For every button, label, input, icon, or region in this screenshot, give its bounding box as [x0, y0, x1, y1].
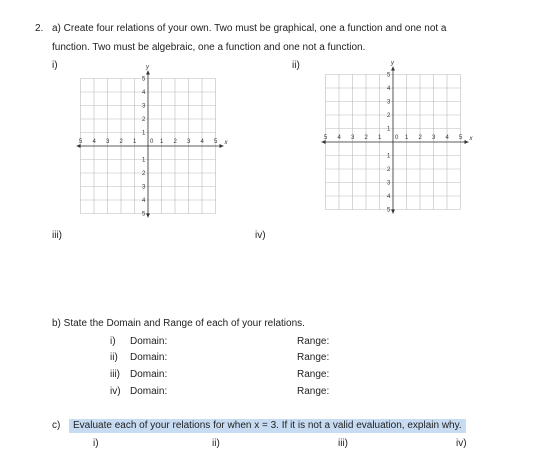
part-b-row-label: ii): [110, 352, 118, 363]
y-tick-label: 5: [387, 207, 391, 214]
y-axis-arrow: [391, 67, 395, 71]
part-c-label-i: i): [93, 438, 99, 449]
y-tick-label: 5: [142, 211, 146, 218]
y-tick-label: 1: [142, 157, 146, 164]
label-ii: ii): [292, 60, 300, 71]
x-tick-label: 3: [351, 135, 355, 141]
x-axis-label: x: [469, 136, 473, 142]
y-axis-label: y: [391, 60, 394, 67]
x-tick-label: 4: [200, 139, 204, 145]
y-tick-label: 3: [142, 184, 146, 191]
x-tick-label: 5: [79, 139, 83, 145]
domain-label: Domain:: [130, 386, 168, 397]
x-tick-label: 1: [133, 139, 137, 145]
y-tick-label: 3: [142, 103, 146, 110]
y-tick-label: 1: [387, 126, 391, 133]
part-c-prefix: c): [52, 420, 61, 431]
domain-label: Domain:: [130, 369, 168, 380]
range-label: Range:: [297, 352, 330, 363]
part-b-row-label: iii): [110, 369, 120, 380]
y-tick-label: 4: [387, 86, 391, 92]
x-tick-label: 3: [432, 135, 436, 141]
x-tick-label: 1: [160, 139, 164, 145]
part-a-line1: a) Create four relations of your own. Two must be graphical, one a function and one not a: [52, 23, 447, 34]
question-number: 2.: [35, 23, 44, 34]
range-label: Range:: [297, 336, 330, 347]
x-tick-label: 5: [324, 135, 328, 141]
x-axis-arrow: [220, 144, 224, 148]
y-axis-arrow: [146, 214, 150, 218]
part-c-label-ii: ii): [212, 438, 220, 449]
y-tick-label: 4: [142, 198, 146, 204]
x-tick-label: 2: [364, 135, 368, 141]
x-tick-label: 5: [214, 139, 218, 145]
x-tick-label: 1: [405, 135, 409, 141]
y-tick-label: 5: [387, 72, 391, 79]
range-label: Range:: [297, 386, 330, 397]
label-iii: iii): [52, 230, 62, 241]
label-i: i): [52, 60, 58, 71]
part-c-prompt-selected[interactable]: Evaluate each of your relations for when x = 3. If it is not a valid evaluation, explain why.: [69, 419, 466, 433]
range-label: Range:: [297, 369, 330, 380]
y-tick-label: 4: [142, 90, 146, 96]
y-axis-arrow: [391, 210, 395, 214]
coordinate-grid-2: [316, 54, 491, 219]
part-a-line2: function. Two must be algebraic, one a function and one not a function.: [52, 42, 366, 53]
y-tick-label: 4: [387, 194, 391, 200]
y-tick-label: 3: [387, 180, 391, 187]
y-axis-arrow: [146, 71, 150, 75]
x-tick-label: 2: [418, 135, 422, 141]
x-tick-label: 1: [378, 135, 382, 141]
part-c-label-iii: iii): [338, 438, 348, 449]
y-tick-label: 1: [142, 130, 146, 137]
domain-label: Domain:: [130, 352, 168, 363]
y-tick-label: 1: [387, 153, 391, 160]
x-tick-label: 3: [106, 139, 110, 145]
x-axis-arrow: [465, 140, 469, 144]
y-axis-label: y: [146, 64, 149, 71]
origin-label: 0: [395, 135, 399, 141]
x-tick-label: 2: [119, 139, 123, 145]
y-tick-label: 2: [142, 117, 146, 123]
origin-label: 0: [150, 139, 154, 145]
x-tick-label: 3: [187, 139, 191, 145]
x-tick-label: 4: [92, 139, 96, 145]
x-tick-label: 4: [337, 135, 341, 141]
x-tick-label: 2: [173, 139, 177, 145]
part-c-label-iv: iv): [456, 438, 467, 449]
label-iv: iv): [255, 230, 266, 241]
y-tick-label: 5: [142, 76, 146, 83]
x-tick-label: 4: [445, 135, 449, 141]
part-b-prompt: b) State the Domain and Range of each of your relations.: [52, 318, 305, 329]
y-tick-label: 2: [387, 113, 391, 119]
part-b-row-label: iv): [110, 386, 121, 397]
y-tick-label: 2: [387, 167, 391, 173]
y-tick-label: 3: [387, 99, 391, 106]
y-tick-label: 2: [142, 171, 146, 177]
x-axis-label: x: [224, 140, 228, 146]
coordinate-grid-1: [78, 58, 243, 228]
x-tick-label: 5: [459, 135, 463, 141]
part-b-row-label: i): [110, 336, 116, 347]
domain-label: Domain:: [130, 336, 168, 347]
